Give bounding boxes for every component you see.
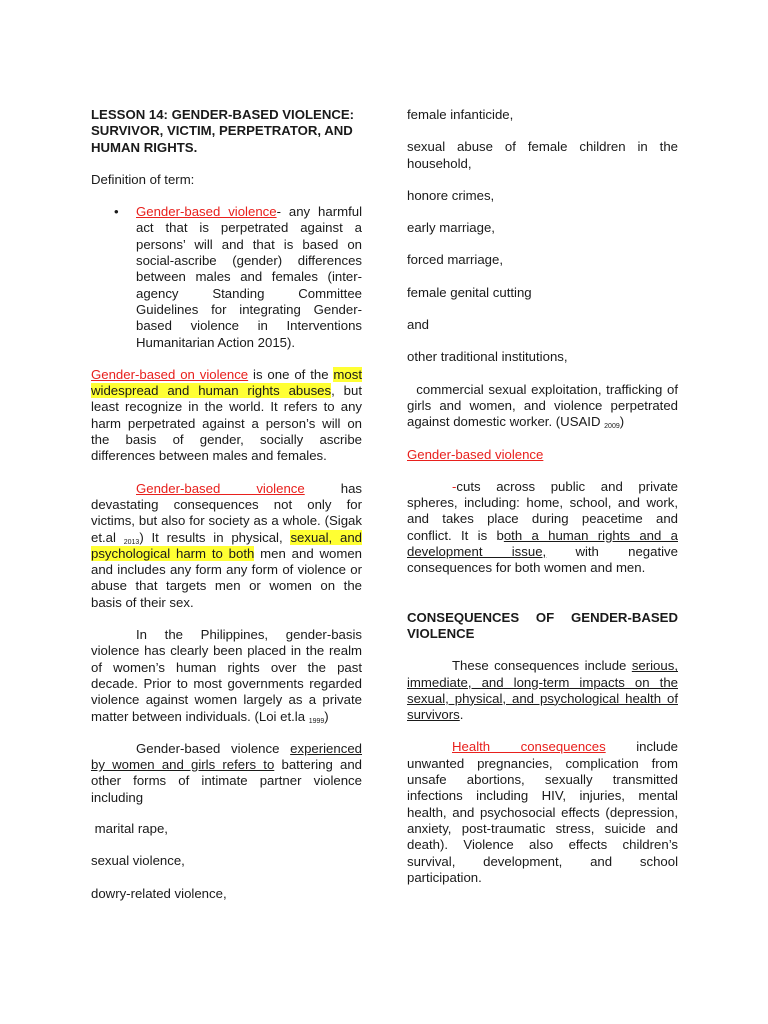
paragraph-exploitation: commercial sexual exploitation, trafficking of girls and women, and violence perpetrated against domestic worker. (USAID $_{2009}$) xyxy=(407,381,682,431)
paragraph-experienced: Gender-based violence experienced by women and girls refers to battering and other forms of intimate partner violence including xyxy=(91,740,363,805)
bullet-icon: • xyxy=(114,204,119,220)
list-item: sexual violence, xyxy=(91,853,185,869)
red-dash: - xyxy=(452,478,457,494)
list-item: forced marriage, xyxy=(407,252,504,268)
list-item: early marriage, xyxy=(407,220,495,236)
list-item: honore crimes, xyxy=(407,187,495,203)
consequences-title: CONSEQUENCES OF GENDER-BASED VIOLENCE xyxy=(407,609,678,641)
paragraph-cuts-across: -cuts across public and private spheres, including: home, school, and work, and takes place during peacetime and conflict. It is both a human rights and a development issue, with negative consequences for both women and men. xyxy=(407,478,678,576)
list-item: marital rape, xyxy=(91,820,168,836)
definition-bullet-item xyxy=(91,204,362,351)
term-health-consequences: Health consequences xyxy=(452,739,606,755)
underlined-experienced: experienced by women and girls refers to xyxy=(91,740,362,773)
list-item: and xyxy=(407,317,430,333)
paragraph-philippines: In the Philippines, gender-basis violence has clearly been placed in the realm of women’s human rights over the past decade. Prior to most governments regarded violence against women largely as a private matter between individuals. (Loi et.la $_{1999}$) xyxy=(91,627,362,725)
list-item: sexual abuse of female children in the household, xyxy=(407,139,678,171)
left-column xyxy=(91,107,362,902)
right-column xyxy=(407,107,682,886)
paragraph-health-consequences: Health consequences include unwanted pregnancies, complication from unsafe abortions, sexually transmitted infections including HIV, injuries, mental health, and psychosocial effects (depression, anxiety, post-traumatic stress, suicide and death). Violence also effects children’s survival, development, and school participation. xyxy=(407,739,678,885)
highlight-harm: sexual, and psychological harm to both xyxy=(91,529,363,561)
lesson-title: LESSON 14: GENDER-BASED VIOLENCE: SURVIVOR, VICTIM, PERPETRATOR, AND HUMAN RIGHTS. xyxy=(91,107,355,155)
list-item: dowry-related violence, xyxy=(91,885,227,901)
paragraph-widespread: Gender-based on violence is one of the most widespread and human rights abuses, but least recognize in the world. It refers to any harm perpetrated against a person’s will on the basis of gender, socially ascribe differences between males and females. xyxy=(91,366,362,464)
definition-heading: Definition of term: xyxy=(91,171,195,187)
term-gender-based-violence-2: Gender-based violence xyxy=(136,480,305,496)
citation-year: 1999 xyxy=(308,717,325,725)
list-item: female infanticide, xyxy=(407,107,514,122)
highlight-widespread: most widespread and human rights abuses xyxy=(91,366,362,399)
term-gender-based-violence: Gender-based violence xyxy=(136,204,277,220)
definition-bullet-text: Gender-based violence- any harmful act that is perpetrated against a persons’ will and that is based on social-ascribe (gender) differences between males and females (inter-agency Standing Committee Guidelines for integrating Gender-based violence in Interventions Humanitarian Action 2015). xyxy=(136,204,362,350)
list-item: other traditional institutions, xyxy=(407,349,568,365)
paragraph-devastating: Gender-based violence has devastating consequences not only for victims, but also for society as a whole. (Sigak et.al $_{2013}$) It results in physical, sexual, and psychological harm to both men and women and includes any form any form of violence or abuse that targets men or women on the basis of their sex. xyxy=(91,480,363,610)
paragraph-these-consequences: These consequences include serious, immediate, and long-term impacts on the sexual, physical, and psychological health of survivors. xyxy=(407,658,678,723)
citation-year: 2009 xyxy=(604,423,620,431)
underlined-human-rights: oth a human rights and a development issue, xyxy=(407,527,678,560)
list-item: female genital cutting xyxy=(407,284,532,300)
citation-year: 2013 xyxy=(123,538,140,546)
underlined-impacts: serious, immediate, and long-term impacts on the sexual, physical, and psychological health of survivors xyxy=(407,658,678,723)
gbv-heading: Gender-based violence xyxy=(407,446,544,462)
term-gender-based-on-violence: Gender-based on violence xyxy=(91,366,249,382)
